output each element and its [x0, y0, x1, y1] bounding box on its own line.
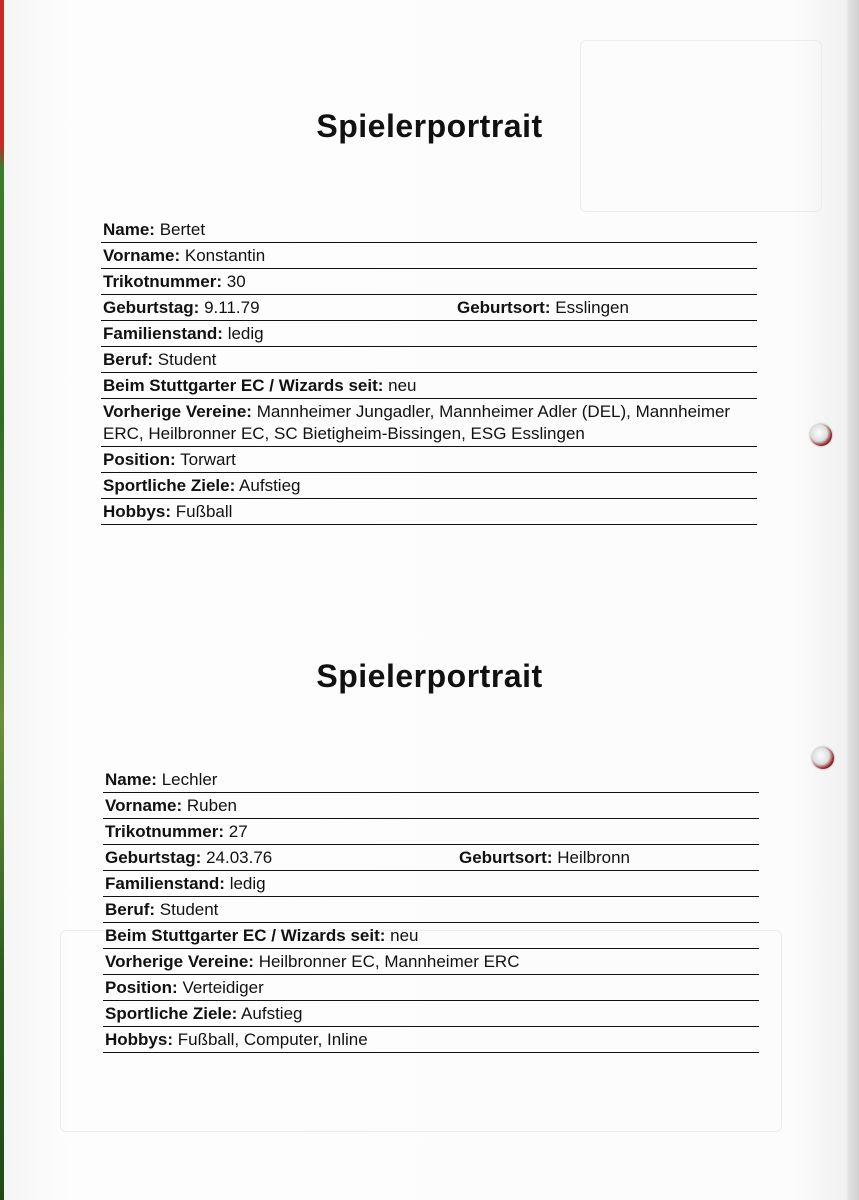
value-position: Torwart [180, 450, 236, 469]
row-vorherige-vereine [101, 399, 757, 447]
row-trikotnummer [103, 819, 759, 845]
row-sportliche-ziele [103, 1001, 759, 1027]
label-name: Name: [103, 220, 155, 239]
label-geburtsort: Geburtsort: [459, 848, 553, 867]
label-geburtsort: Geburtsort: [457, 298, 551, 317]
value-hobbys: Fußball, Computer, Inline [177, 1030, 368, 1049]
label-trikotnummer: Trikotnummer: [103, 272, 223, 291]
value-vorname: Konstantin [184, 246, 266, 265]
label-hobbys: Hobbys: [105, 1030, 173, 1049]
row-name [101, 217, 757, 243]
value-geburtsort: Heilbronn [557, 848, 630, 867]
row-verein-seit [103, 923, 759, 949]
row-trikotnummer [101, 269, 757, 295]
portrait-1-title: Spielerportrait [316, 108, 543, 144]
value-vorherige-vereine: Heilbronner EC, Mannheimer ERC [258, 952, 520, 971]
label-sportliche-ziele: Sportliche Ziele: [105, 1004, 238, 1023]
row-hobbys [103, 1027, 759, 1053]
value-verein-seit: neu [390, 926, 419, 945]
label-beruf: Beruf: [103, 350, 154, 369]
label-position: Position: [103, 450, 176, 469]
row-geburtstag [101, 295, 757, 321]
label-trikotnummer: Trikotnummer: [105, 822, 225, 841]
value-beruf: Student [157, 350, 217, 369]
value-sportliche-ziele: Aufstieg [239, 476, 301, 495]
label-familienstand: Familienstand: [103, 324, 223, 343]
label-verein-seit: Beim Stuttgarter EC / Wizards seit: [103, 376, 384, 395]
label-vorherige-vereine: Vorherige Vereine: [103, 402, 252, 421]
portrait-2-table [103, 767, 759, 1053]
row-vorherige-vereine [103, 949, 759, 975]
geburtsort-group [457, 297, 629, 319]
row-hobbys [101, 499, 757, 525]
value-familienstand: ledig [229, 874, 266, 893]
value-familienstand: ledig [227, 324, 264, 343]
label-vorname: Vorname: [105, 796, 183, 815]
label-name: Name: [105, 770, 157, 789]
label-position: Position: [105, 978, 178, 997]
row-vorname [101, 243, 757, 269]
value-position: Verteidiger [182, 978, 264, 997]
geburtsort-group [459, 847, 630, 869]
page-edge-right [847, 0, 859, 1200]
value-vorname: Ruben [186, 796, 237, 815]
value-geburtstag: 9.11.79 [204, 298, 260, 317]
label-familienstand: Familienstand: [105, 874, 225, 893]
value-geburtsort: Esslingen [555, 298, 629, 317]
label-verein-seit: Beim Stuttgarter EC / Wizards seit: [105, 926, 386, 945]
row-beruf [101, 347, 757, 373]
value-vorherige-vereine: Mannheimer Jungadler, Mannheimer Adler (DEL), Mannheimer ERC, Heilbronner EC, SC Bietigheim-Bissingen, ESG Esslingen [103, 402, 731, 443]
row-familienstand [103, 871, 759, 897]
binder-ring-icon [812, 747, 834, 769]
row-position [101, 447, 757, 473]
value-sportliche-ziele: Aufstieg [241, 1004, 303, 1023]
row-position [103, 975, 759, 1001]
label-geburtstag: Geburtstag: [105, 848, 202, 867]
row-verein-seit [101, 373, 757, 399]
value-verein-seit: neu [388, 376, 417, 395]
value-trikotnummer: 30 [226, 272, 246, 291]
row-familienstand [101, 321, 757, 347]
portrait-1-table [101, 217, 757, 525]
label-vorherige-vereine: Vorherige Vereine: [105, 952, 254, 971]
portrait-2-title: Spielerportrait [316, 658, 543, 694]
page-edge-left [0, 0, 4, 1200]
label-beruf: Beruf: [105, 900, 156, 919]
label-geburtstag: Geburtstag: [103, 298, 200, 317]
row-beruf [103, 897, 759, 923]
value-name: Lechler [161, 770, 218, 789]
value-beruf: Student [159, 900, 219, 919]
label-hobbys: Hobbys: [103, 502, 171, 521]
row-name [103, 767, 759, 793]
binder-ring-icon [810, 424, 832, 446]
label-sportliche-ziele: Sportliche Ziele: [103, 476, 236, 495]
value-name: Bertet [159, 220, 206, 239]
value-geburtstag: 24.03.76 [206, 848, 273, 867]
value-trikotnummer: 27 [228, 822, 248, 841]
value-hobbys: Fußball [175, 502, 233, 521]
label-vorname: Vorname: [103, 246, 181, 265]
row-vorname [103, 793, 759, 819]
row-geburtstag [103, 845, 759, 871]
row-sportliche-ziele [101, 473, 757, 499]
